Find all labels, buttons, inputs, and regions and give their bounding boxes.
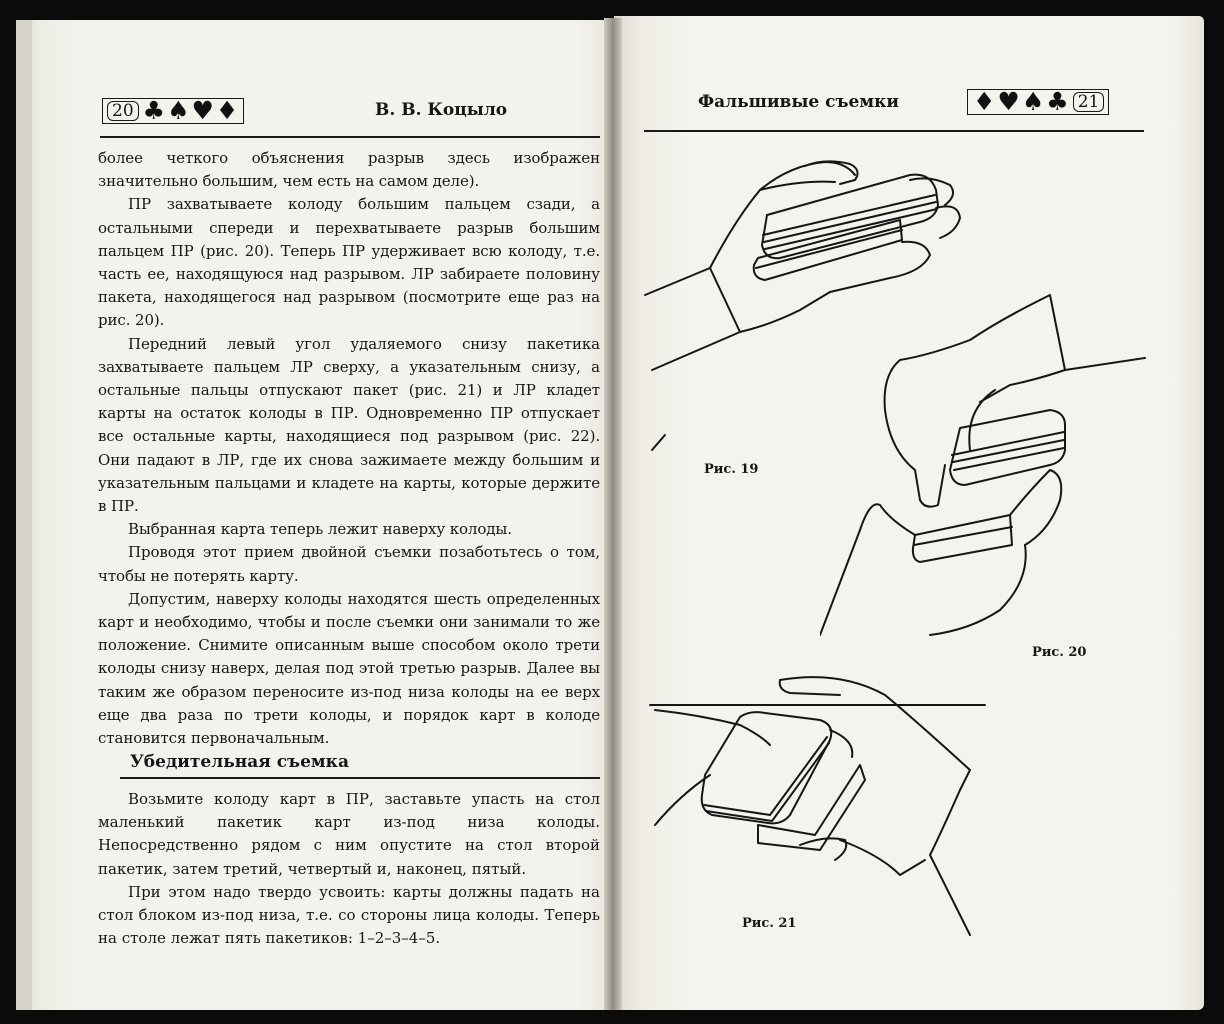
spade-icon: ♠	[1021, 87, 1045, 116]
figure-caption: Рис. 19	[704, 462, 759, 477]
page-number: 21	[1073, 92, 1105, 112]
paragraph: Передний левый угол удаляемого снизу пакетика захватываете пальцем ЛР сверху, а указательным снизу, а остальные пальцы отпускают пакет (рис. 21) и ЛР кладет карты на остаток колоды в ПР. Одновременно ПР отпускает все остальные карты, находящиеся под разрывом (рис. 22). Они падают в ЛР, где их снова зажимаете между большим и указательным пальцами и кладете на карты, которые держите в ПР.	[98, 334, 600, 516]
running-head-author: В. В. Коцыло	[375, 100, 508, 120]
book-gutter	[604, 18, 622, 1010]
body-text	[98, 147, 600, 750]
paragraph: ПР захватываете колоду большим пальцем сзади, а остальными спереди и перехватываете разрыв большим пальцем ПР (рис. 20). Теперь ПР удерживает всю колоду, т.е. часть ее, находящуюся над разрывом. ЛР забираете половину пакета, находящегося над разрывом (посмотрите еще раз на рис. 20).	[98, 195, 600, 330]
club-icon: ♣	[1046, 87, 1069, 116]
paragraph: Проводя этот прием двойной съемки позаботьтесь о том, чтобы не потерять карту.	[98, 543, 600, 585]
figure-21-hands-with-deck	[640, 665, 1000, 945]
club-icon: ♣	[142, 96, 166, 125]
heart-icon: ♥	[191, 96, 214, 125]
figure-20-hands-with-deck	[820, 290, 1150, 640]
section-body-text	[98, 788, 600, 950]
diamond-icon: ♦	[973, 87, 996, 116]
section-heading: Убедительная съемка	[130, 752, 349, 772]
spade-icon: ♠	[167, 96, 190, 125]
diamond-icon: ♦	[215, 96, 239, 125]
running-head-chapter: Фальшивые съемки	[698, 92, 899, 112]
left-page-number-badge	[102, 98, 244, 124]
figure-caption: Рис. 20	[1032, 645, 1087, 660]
paragraph: Выбранная карта теперь лежит наверху колоды.	[128, 520, 512, 539]
page-edges	[16, 20, 32, 1010]
paragraph: более четкого объяснения разрыв здесь изображен значительно большим, чем есть на самом деле).	[98, 149, 600, 191]
header-rule	[100, 136, 600, 138]
right-page-number-badge	[967, 89, 1109, 115]
paragraph: Возьмите колоду карт в ПР, заставьте упасть на стол маленький пакетик карт из-под низа колоды. Непосредственно рядом с ним опустите на стол второй пакетик, затем третий, четвертый и, наконец, пятый.	[98, 790, 600, 878]
heart-icon: ♥	[997, 87, 1020, 116]
header-rule	[644, 130, 1144, 132]
section-rule	[120, 777, 600, 779]
paragraph: Допустим, наверху колоды находятся шесть определенных карт и необходимо, чтобы и после съемки они занимали то же положение. Снимите описанным выше способом около трети колоды снизу наверх, делая под этой третью разрыв. Далее вы таким же образом переносите из-под низа колоды на ее верх еще два раза по трети колоды, и порядок карт в колоде становится первоначальным.	[98, 589, 600, 748]
figure-caption: Рис. 21	[742, 916, 797, 931]
paragraph: При этом надо твердо усвоить: карты должны падать на стол блоком из-под низа, т.е. со стороны лица колоды. Теперь на столе лежат пять пакетиков: 1–2–3–4–5.	[98, 882, 600, 948]
page-number: 20	[107, 101, 139, 121]
